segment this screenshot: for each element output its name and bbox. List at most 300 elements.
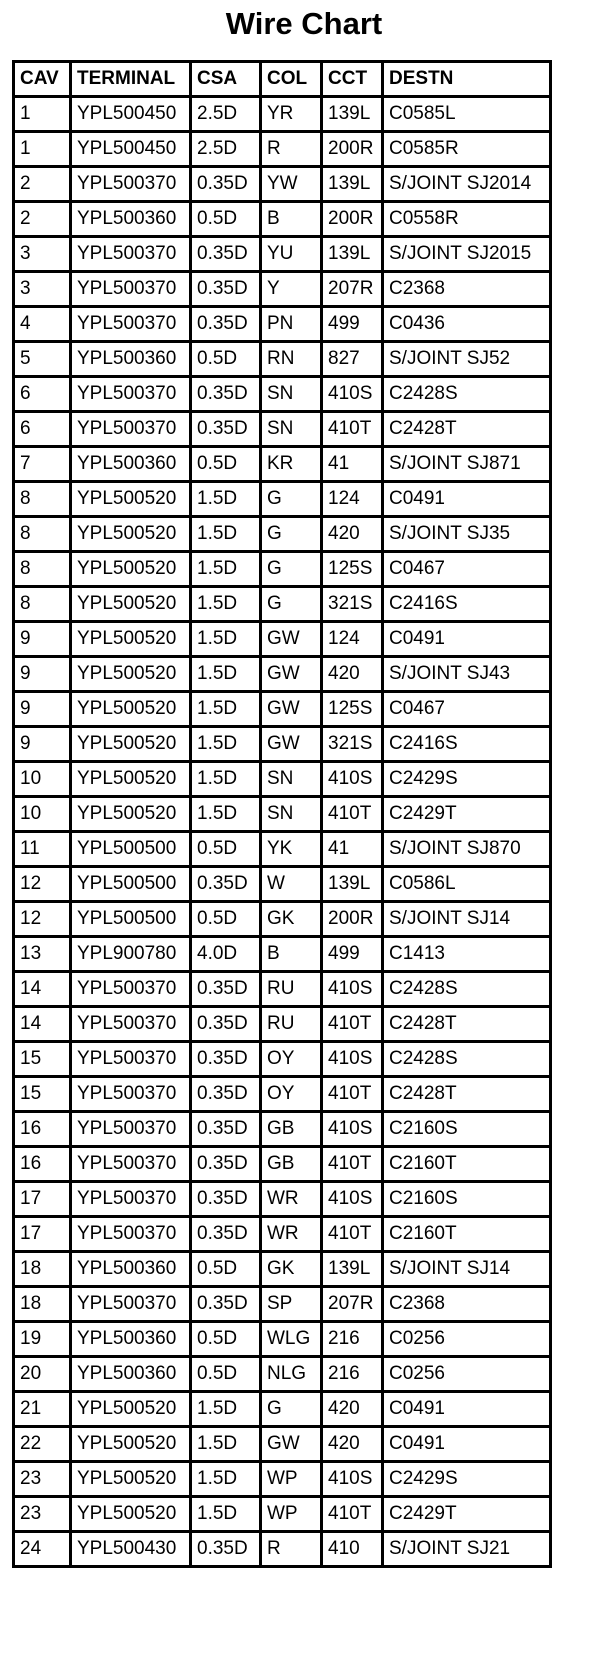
- col-cell: GB: [261, 1112, 322, 1147]
- csa-cell: 0.5D: [191, 1322, 261, 1357]
- col-cell: GK: [261, 902, 322, 937]
- csa-cell: 0.5D: [191, 1252, 261, 1287]
- destn-cell: C0491: [383, 1392, 551, 1427]
- cav-cell: 14: [14, 1007, 71, 1042]
- terminal-cell: YPL500360: [71, 202, 191, 237]
- terminal-cell: YPL500370: [71, 272, 191, 307]
- cct-cell: 139L: [322, 1252, 383, 1287]
- csa-cell: 0.35D: [191, 1007, 261, 1042]
- cct-cell: 41: [322, 832, 383, 867]
- csa-cell: 0.35D: [191, 377, 261, 412]
- col-cell: GW: [261, 657, 322, 692]
- destn-cell: S/JOINT SJ52: [383, 342, 551, 377]
- col-cell: GW: [261, 692, 322, 727]
- csa-cell: 0.5D: [191, 202, 261, 237]
- table-row: [14, 482, 551, 517]
- col-cell: GW: [261, 1427, 322, 1462]
- table-row: [14, 307, 551, 342]
- cav-cell: 18: [14, 1252, 71, 1287]
- cct-cell: 321S: [322, 727, 383, 762]
- cav-cell: 14: [14, 972, 71, 1007]
- table-row: [14, 517, 551, 552]
- cav-cell: 24: [14, 1532, 71, 1567]
- col-cell: SP: [261, 1287, 322, 1322]
- csa-cell: 0.35D: [191, 1532, 261, 1567]
- table-row: [14, 972, 551, 1007]
- col-cell: SN: [261, 762, 322, 797]
- csa-cell: 1.5D: [191, 1392, 261, 1427]
- terminal-cell: YPL500370: [71, 167, 191, 202]
- cav-cell: 9: [14, 622, 71, 657]
- destn-cell: S/JOINT SJ21: [383, 1532, 551, 1567]
- cct-cell: 125S: [322, 552, 383, 587]
- cav-cell: 2: [14, 202, 71, 237]
- table-row: [14, 342, 551, 377]
- terminal-cell: YPL500370: [71, 972, 191, 1007]
- csa-cell: 0.35D: [191, 1077, 261, 1112]
- table-row: [14, 762, 551, 797]
- destn-cell: C2428S: [383, 1042, 551, 1077]
- cct-cell: 410T: [322, 1217, 383, 1252]
- cct-cell: 139L: [322, 867, 383, 902]
- column-header-cct: CCT: [322, 62, 383, 97]
- terminal-cell: YPL500370: [71, 412, 191, 447]
- col-cell: YU: [261, 237, 322, 272]
- cct-cell: 125S: [322, 692, 383, 727]
- terminal-cell: YPL500520: [71, 1462, 191, 1497]
- csa-cell: 1.5D: [191, 762, 261, 797]
- table-row: [14, 272, 551, 307]
- table-row: [14, 1532, 551, 1567]
- terminal-cell: YPL500450: [71, 97, 191, 132]
- destn-cell: C0585R: [383, 132, 551, 167]
- col-cell: SN: [261, 377, 322, 412]
- cav-cell: 20: [14, 1357, 71, 1392]
- table-row: [14, 1077, 551, 1112]
- terminal-cell: YPL500520: [71, 517, 191, 552]
- col-cell: RU: [261, 1007, 322, 1042]
- table-row: [14, 237, 551, 272]
- destn-cell: S/JOINT SJ43: [383, 657, 551, 692]
- cct-cell: 410S: [322, 377, 383, 412]
- cav-cell: 15: [14, 1042, 71, 1077]
- csa-cell: 0.5D: [191, 902, 261, 937]
- col-cell: G: [261, 587, 322, 622]
- destn-cell: C2368: [383, 272, 551, 307]
- cav-cell: 9: [14, 727, 71, 762]
- terminal-cell: YPL500520: [71, 482, 191, 517]
- table-row: [14, 132, 551, 167]
- cav-cell: 22: [14, 1427, 71, 1462]
- cct-cell: 410T: [322, 1147, 383, 1182]
- column-header-destn: DESTN: [383, 62, 551, 97]
- terminal-cell: YPL900780: [71, 937, 191, 972]
- destn-cell: C2160S: [383, 1182, 551, 1217]
- col-cell: R: [261, 132, 322, 167]
- cav-cell: 8: [14, 517, 71, 552]
- col-cell: R: [261, 1532, 322, 1567]
- table-row: [14, 1427, 551, 1462]
- terminal-cell: YPL500500: [71, 867, 191, 902]
- cct-cell: 139L: [322, 167, 383, 202]
- cav-cell: 3: [14, 272, 71, 307]
- cct-cell: 410S: [322, 972, 383, 1007]
- csa-cell: 0.35D: [191, 167, 261, 202]
- terminal-cell: YPL500370: [71, 377, 191, 412]
- terminal-cell: YPL500520: [71, 1392, 191, 1427]
- cct-cell: 200R: [322, 132, 383, 167]
- cav-cell: 23: [14, 1462, 71, 1497]
- cav-cell: 10: [14, 797, 71, 832]
- csa-cell: 0.35D: [191, 1217, 261, 1252]
- table-row: [14, 1392, 551, 1427]
- cav-cell: 17: [14, 1182, 71, 1217]
- col-cell: OY: [261, 1077, 322, 1112]
- table-row: [14, 587, 551, 622]
- col-cell: RN: [261, 342, 322, 377]
- destn-cell: C2416S: [383, 727, 551, 762]
- cav-cell: 4: [14, 307, 71, 342]
- col-cell: G: [261, 1392, 322, 1427]
- terminal-cell: YPL500370: [71, 1077, 191, 1112]
- terminal-cell: YPL500370: [71, 1287, 191, 1322]
- cav-cell: 11: [14, 832, 71, 867]
- destn-cell: S/JOINT SJ14: [383, 1252, 551, 1287]
- col-cell: WR: [261, 1182, 322, 1217]
- col-cell: WLG: [261, 1322, 322, 1357]
- table-row: [14, 552, 551, 587]
- col-cell: SN: [261, 797, 322, 832]
- table-row: [14, 1217, 551, 1252]
- terminal-cell: YPL500450: [71, 132, 191, 167]
- csa-cell: 0.5D: [191, 832, 261, 867]
- table-row: [14, 1182, 551, 1217]
- cct-cell: 139L: [322, 237, 383, 272]
- csa-cell: 0.35D: [191, 272, 261, 307]
- csa-cell: 1.5D: [191, 552, 261, 587]
- cct-cell: 410T: [322, 1007, 383, 1042]
- cct-cell: 410S: [322, 762, 383, 797]
- destn-cell: C2428S: [383, 972, 551, 1007]
- cav-cell: 18: [14, 1287, 71, 1322]
- cct-cell: 207R: [322, 272, 383, 307]
- cct-cell: 124: [322, 622, 383, 657]
- table-row: [14, 447, 551, 482]
- table-row: [14, 692, 551, 727]
- col-cell: NLG: [261, 1357, 322, 1392]
- col-cell: SN: [261, 412, 322, 447]
- cct-cell: 410S: [322, 1042, 383, 1077]
- destn-cell: C0585L: [383, 97, 551, 132]
- cav-cell: 9: [14, 692, 71, 727]
- terminal-cell: YPL500520: [71, 797, 191, 832]
- destn-cell: S/JOINT SJ2014: [383, 167, 551, 202]
- csa-cell: 0.35D: [191, 1112, 261, 1147]
- destn-cell: C2160T: [383, 1217, 551, 1252]
- destn-cell: C0491: [383, 622, 551, 657]
- col-cell: B: [261, 937, 322, 972]
- col-cell: YW: [261, 167, 322, 202]
- cav-cell: 13: [14, 937, 71, 972]
- table-row: [14, 832, 551, 867]
- csa-cell: 4.0D: [191, 937, 261, 972]
- cct-cell: 139L: [322, 97, 383, 132]
- table-row: [14, 1322, 551, 1357]
- destn-cell: C2428T: [383, 412, 551, 447]
- table-body: [14, 97, 551, 1567]
- destn-cell: C0256: [383, 1322, 551, 1357]
- destn-cell: C0491: [383, 482, 551, 517]
- cav-cell: 3: [14, 237, 71, 272]
- cct-cell: 499: [322, 307, 383, 342]
- table-row: [14, 797, 551, 832]
- col-cell: GB: [261, 1147, 322, 1182]
- terminal-cell: YPL500500: [71, 832, 191, 867]
- cct-cell: 124: [322, 482, 383, 517]
- csa-cell: 1.5D: [191, 727, 261, 762]
- col-cell: Y: [261, 272, 322, 307]
- terminal-cell: YPL500370: [71, 1042, 191, 1077]
- cct-cell: 410S: [322, 1462, 383, 1497]
- col-cell: GW: [261, 727, 322, 762]
- cct-cell: 827: [322, 342, 383, 377]
- csa-cell: 1.5D: [191, 692, 261, 727]
- col-cell: G: [261, 517, 322, 552]
- table-row: [14, 1357, 551, 1392]
- csa-cell: 0.35D: [191, 1042, 261, 1077]
- col-cell: PN: [261, 307, 322, 342]
- csa-cell: 1.5D: [191, 657, 261, 692]
- terminal-cell: YPL500520: [71, 1497, 191, 1532]
- cav-cell: 16: [14, 1112, 71, 1147]
- col-cell: WR: [261, 1217, 322, 1252]
- cct-cell: 410S: [322, 1182, 383, 1217]
- csa-cell: 0.35D: [191, 412, 261, 447]
- cav-cell: 23: [14, 1497, 71, 1532]
- csa-cell: 1.5D: [191, 587, 261, 622]
- cct-cell: 207R: [322, 1287, 383, 1322]
- csa-cell: 0.35D: [191, 972, 261, 1007]
- csa-cell: 0.35D: [191, 307, 261, 342]
- terminal-cell: YPL500360: [71, 342, 191, 377]
- cct-cell: 410S: [322, 1112, 383, 1147]
- table-row: [14, 377, 551, 412]
- col-cell: RU: [261, 972, 322, 1007]
- table-row: [14, 1112, 551, 1147]
- terminal-cell: YPL500520: [71, 622, 191, 657]
- destn-cell: S/JOINT SJ35: [383, 517, 551, 552]
- col-cell: OY: [261, 1042, 322, 1077]
- csa-cell: 0.35D: [191, 1182, 261, 1217]
- csa-cell: 0.5D: [191, 447, 261, 482]
- table-row: [14, 1462, 551, 1497]
- cav-cell: 10: [14, 762, 71, 797]
- cav-cell: 6: [14, 377, 71, 412]
- cct-cell: 410T: [322, 1497, 383, 1532]
- cav-cell: 8: [14, 587, 71, 622]
- col-cell: G: [261, 552, 322, 587]
- cct-cell: 410: [322, 1532, 383, 1567]
- cav-cell: 8: [14, 482, 71, 517]
- terminal-cell: YPL500520: [71, 587, 191, 622]
- destn-cell: C1413: [383, 937, 551, 972]
- table-row: [14, 727, 551, 762]
- table-row: [14, 937, 551, 972]
- csa-cell: 0.35D: [191, 1287, 261, 1322]
- col-cell: YK: [261, 832, 322, 867]
- csa-cell: 2.5D: [191, 97, 261, 132]
- col-cell: YR: [261, 97, 322, 132]
- cct-cell: 410T: [322, 412, 383, 447]
- destn-cell: S/JOINT SJ871: [383, 447, 551, 482]
- destn-cell: C2428T: [383, 1007, 551, 1042]
- terminal-cell: YPL500500: [71, 902, 191, 937]
- terminal-cell: YPL500370: [71, 1217, 191, 1252]
- cav-cell: 9: [14, 657, 71, 692]
- cav-cell: 12: [14, 867, 71, 902]
- csa-cell: 1.5D: [191, 1497, 261, 1532]
- destn-cell: C2428S: [383, 377, 551, 412]
- csa-cell: 1.5D: [191, 517, 261, 552]
- csa-cell: 2.5D: [191, 132, 261, 167]
- col-cell: B: [261, 202, 322, 237]
- destn-cell: S/JOINT SJ14: [383, 902, 551, 937]
- column-header-terminal: TERMINAL: [71, 62, 191, 97]
- cav-cell: 19: [14, 1322, 71, 1357]
- table-header-row: [14, 62, 551, 97]
- cct-cell: 420: [322, 1392, 383, 1427]
- destn-cell: C0467: [383, 552, 551, 587]
- cct-cell: 420: [322, 1427, 383, 1462]
- terminal-cell: YPL500520: [71, 552, 191, 587]
- cct-cell: 420: [322, 517, 383, 552]
- table-row: [14, 412, 551, 447]
- terminal-cell: YPL500360: [71, 1357, 191, 1392]
- destn-cell: C2160T: [383, 1147, 551, 1182]
- table-row: [14, 867, 551, 902]
- cct-cell: 410T: [322, 797, 383, 832]
- cav-cell: 15: [14, 1077, 71, 1112]
- column-header-col: COL: [261, 62, 322, 97]
- terminal-cell: YPL500520: [71, 657, 191, 692]
- table-row: [14, 1287, 551, 1322]
- destn-cell: C2428T: [383, 1077, 551, 1112]
- csa-cell: 1.5D: [191, 797, 261, 832]
- terminal-cell: YPL500430: [71, 1532, 191, 1567]
- cav-cell: 6: [14, 412, 71, 447]
- destn-cell: C2429S: [383, 762, 551, 797]
- col-cell: KR: [261, 447, 322, 482]
- csa-cell: 0.35D: [191, 237, 261, 272]
- terminal-cell: YPL500360: [71, 447, 191, 482]
- destn-cell: C0558R: [383, 202, 551, 237]
- destn-cell: S/JOINT SJ870: [383, 832, 551, 867]
- destn-cell: C0436: [383, 307, 551, 342]
- terminal-cell: YPL500360: [71, 1322, 191, 1357]
- table-row: [14, 1147, 551, 1182]
- table-row: [14, 1252, 551, 1287]
- col-cell: W: [261, 867, 322, 902]
- cav-cell: 8: [14, 552, 71, 587]
- terminal-cell: YPL500370: [71, 237, 191, 272]
- terminal-cell: YPL500370: [71, 307, 191, 342]
- cav-cell: 21: [14, 1392, 71, 1427]
- terminal-cell: YPL500370: [71, 1182, 191, 1217]
- cav-cell: 12: [14, 902, 71, 937]
- csa-cell: 1.5D: [191, 482, 261, 517]
- cav-cell: 1: [14, 97, 71, 132]
- col-cell: GK: [261, 1252, 322, 1287]
- destn-cell: C2429T: [383, 797, 551, 832]
- csa-cell: 0.5D: [191, 1357, 261, 1392]
- cct-cell: 41: [322, 447, 383, 482]
- terminal-cell: YPL500370: [71, 1147, 191, 1182]
- cav-cell: 5: [14, 342, 71, 377]
- table-row: [14, 657, 551, 692]
- csa-cell: 1.5D: [191, 1462, 261, 1497]
- wire-chart-table: [12, 60, 552, 1568]
- terminal-cell: YPL500520: [71, 762, 191, 797]
- csa-cell: 0.5D: [191, 342, 261, 377]
- cav-cell: 17: [14, 1217, 71, 1252]
- page-title: Wire Chart: [225, 6, 383, 41]
- cav-cell: 16: [14, 1147, 71, 1182]
- terminal-cell: YPL500370: [71, 1007, 191, 1042]
- destn-cell: C0586L: [383, 867, 551, 902]
- destn-cell: C2429S: [383, 1462, 551, 1497]
- cct-cell: 420: [322, 657, 383, 692]
- table-row: [14, 1007, 551, 1042]
- destn-cell: C0491: [383, 1427, 551, 1462]
- cct-cell: 200R: [322, 902, 383, 937]
- cav-cell: 2: [14, 167, 71, 202]
- destn-cell: C0467: [383, 692, 551, 727]
- cct-cell: 216: [322, 1322, 383, 1357]
- cct-cell: 321S: [322, 587, 383, 622]
- column-header-cav: CAV: [14, 62, 71, 97]
- csa-cell: 0.35D: [191, 867, 261, 902]
- cav-cell: 1: [14, 132, 71, 167]
- column-header-csa: CSA: [191, 62, 261, 97]
- col-cell: WP: [261, 1462, 322, 1497]
- terminal-cell: YPL500370: [71, 1112, 191, 1147]
- table-row: [14, 622, 551, 657]
- table-row: [14, 902, 551, 937]
- destn-cell: C2368: [383, 1287, 551, 1322]
- terminal-cell: YPL500520: [71, 727, 191, 762]
- table-row: [14, 1497, 551, 1532]
- col-cell: GW: [261, 622, 322, 657]
- csa-cell: 1.5D: [191, 622, 261, 657]
- col-cell: WP: [261, 1497, 322, 1532]
- destn-cell: C2416S: [383, 587, 551, 622]
- destn-cell: C2429T: [383, 1497, 551, 1532]
- cct-cell: 410T: [322, 1077, 383, 1112]
- terminal-cell: YPL500360: [71, 1252, 191, 1287]
- csa-cell: 1.5D: [191, 1427, 261, 1462]
- cct-cell: 216: [322, 1357, 383, 1392]
- table-row: [14, 1042, 551, 1077]
- terminal-cell: YPL500520: [71, 1427, 191, 1462]
- table-row: [14, 97, 551, 132]
- destn-cell: C2160S: [383, 1112, 551, 1147]
- table-row: [14, 167, 551, 202]
- terminal-cell: YPL500520: [71, 692, 191, 727]
- table-row: [14, 202, 551, 237]
- cct-cell: 200R: [322, 202, 383, 237]
- destn-cell: C0256: [383, 1357, 551, 1392]
- cct-cell: 499: [322, 937, 383, 972]
